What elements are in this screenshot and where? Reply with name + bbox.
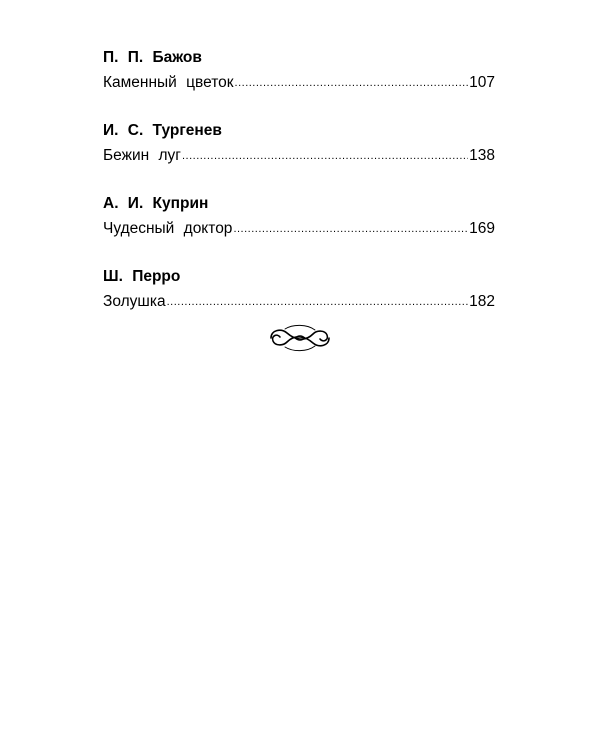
- page-number: 182: [469, 293, 495, 310]
- toc-entry-turgenev: [103, 121, 495, 167]
- story-title: Золушка: [103, 293, 166, 310]
- author-name: И. С. Тургенев: [103, 122, 222, 139]
- dot-leader: [167, 292, 469, 312]
- flourish-ornament-icon: [265, 318, 335, 358]
- table-of-contents: [103, 48, 495, 340]
- story-title: Чудесный доктор: [103, 220, 233, 237]
- toc-entry-kuprin: [103, 194, 495, 240]
- page-number: 138: [469, 147, 495, 164]
- author-name: П. П. Бажов: [103, 49, 202, 66]
- story-title: Бежин луг: [103, 147, 181, 164]
- dot-leader: [182, 146, 468, 166]
- author-name: А. И. Куприн: [103, 195, 209, 212]
- story-title: Каменный цветок: [103, 74, 234, 91]
- page-number: 169: [469, 220, 495, 237]
- toc-line[interactable]: [103, 292, 495, 313]
- dot-leader: [233, 219, 468, 239]
- toc-line[interactable]: [103, 146, 495, 167]
- toc-entry-bazhov: [103, 48, 495, 94]
- page-number: 107: [469, 74, 495, 91]
- toc-line[interactable]: [103, 73, 495, 94]
- dot-leader: [235, 73, 469, 93]
- author-name: Ш. Перро: [103, 268, 181, 285]
- toc-line[interactable]: [103, 219, 495, 240]
- toc-entry-perrault: [103, 267, 495, 313]
